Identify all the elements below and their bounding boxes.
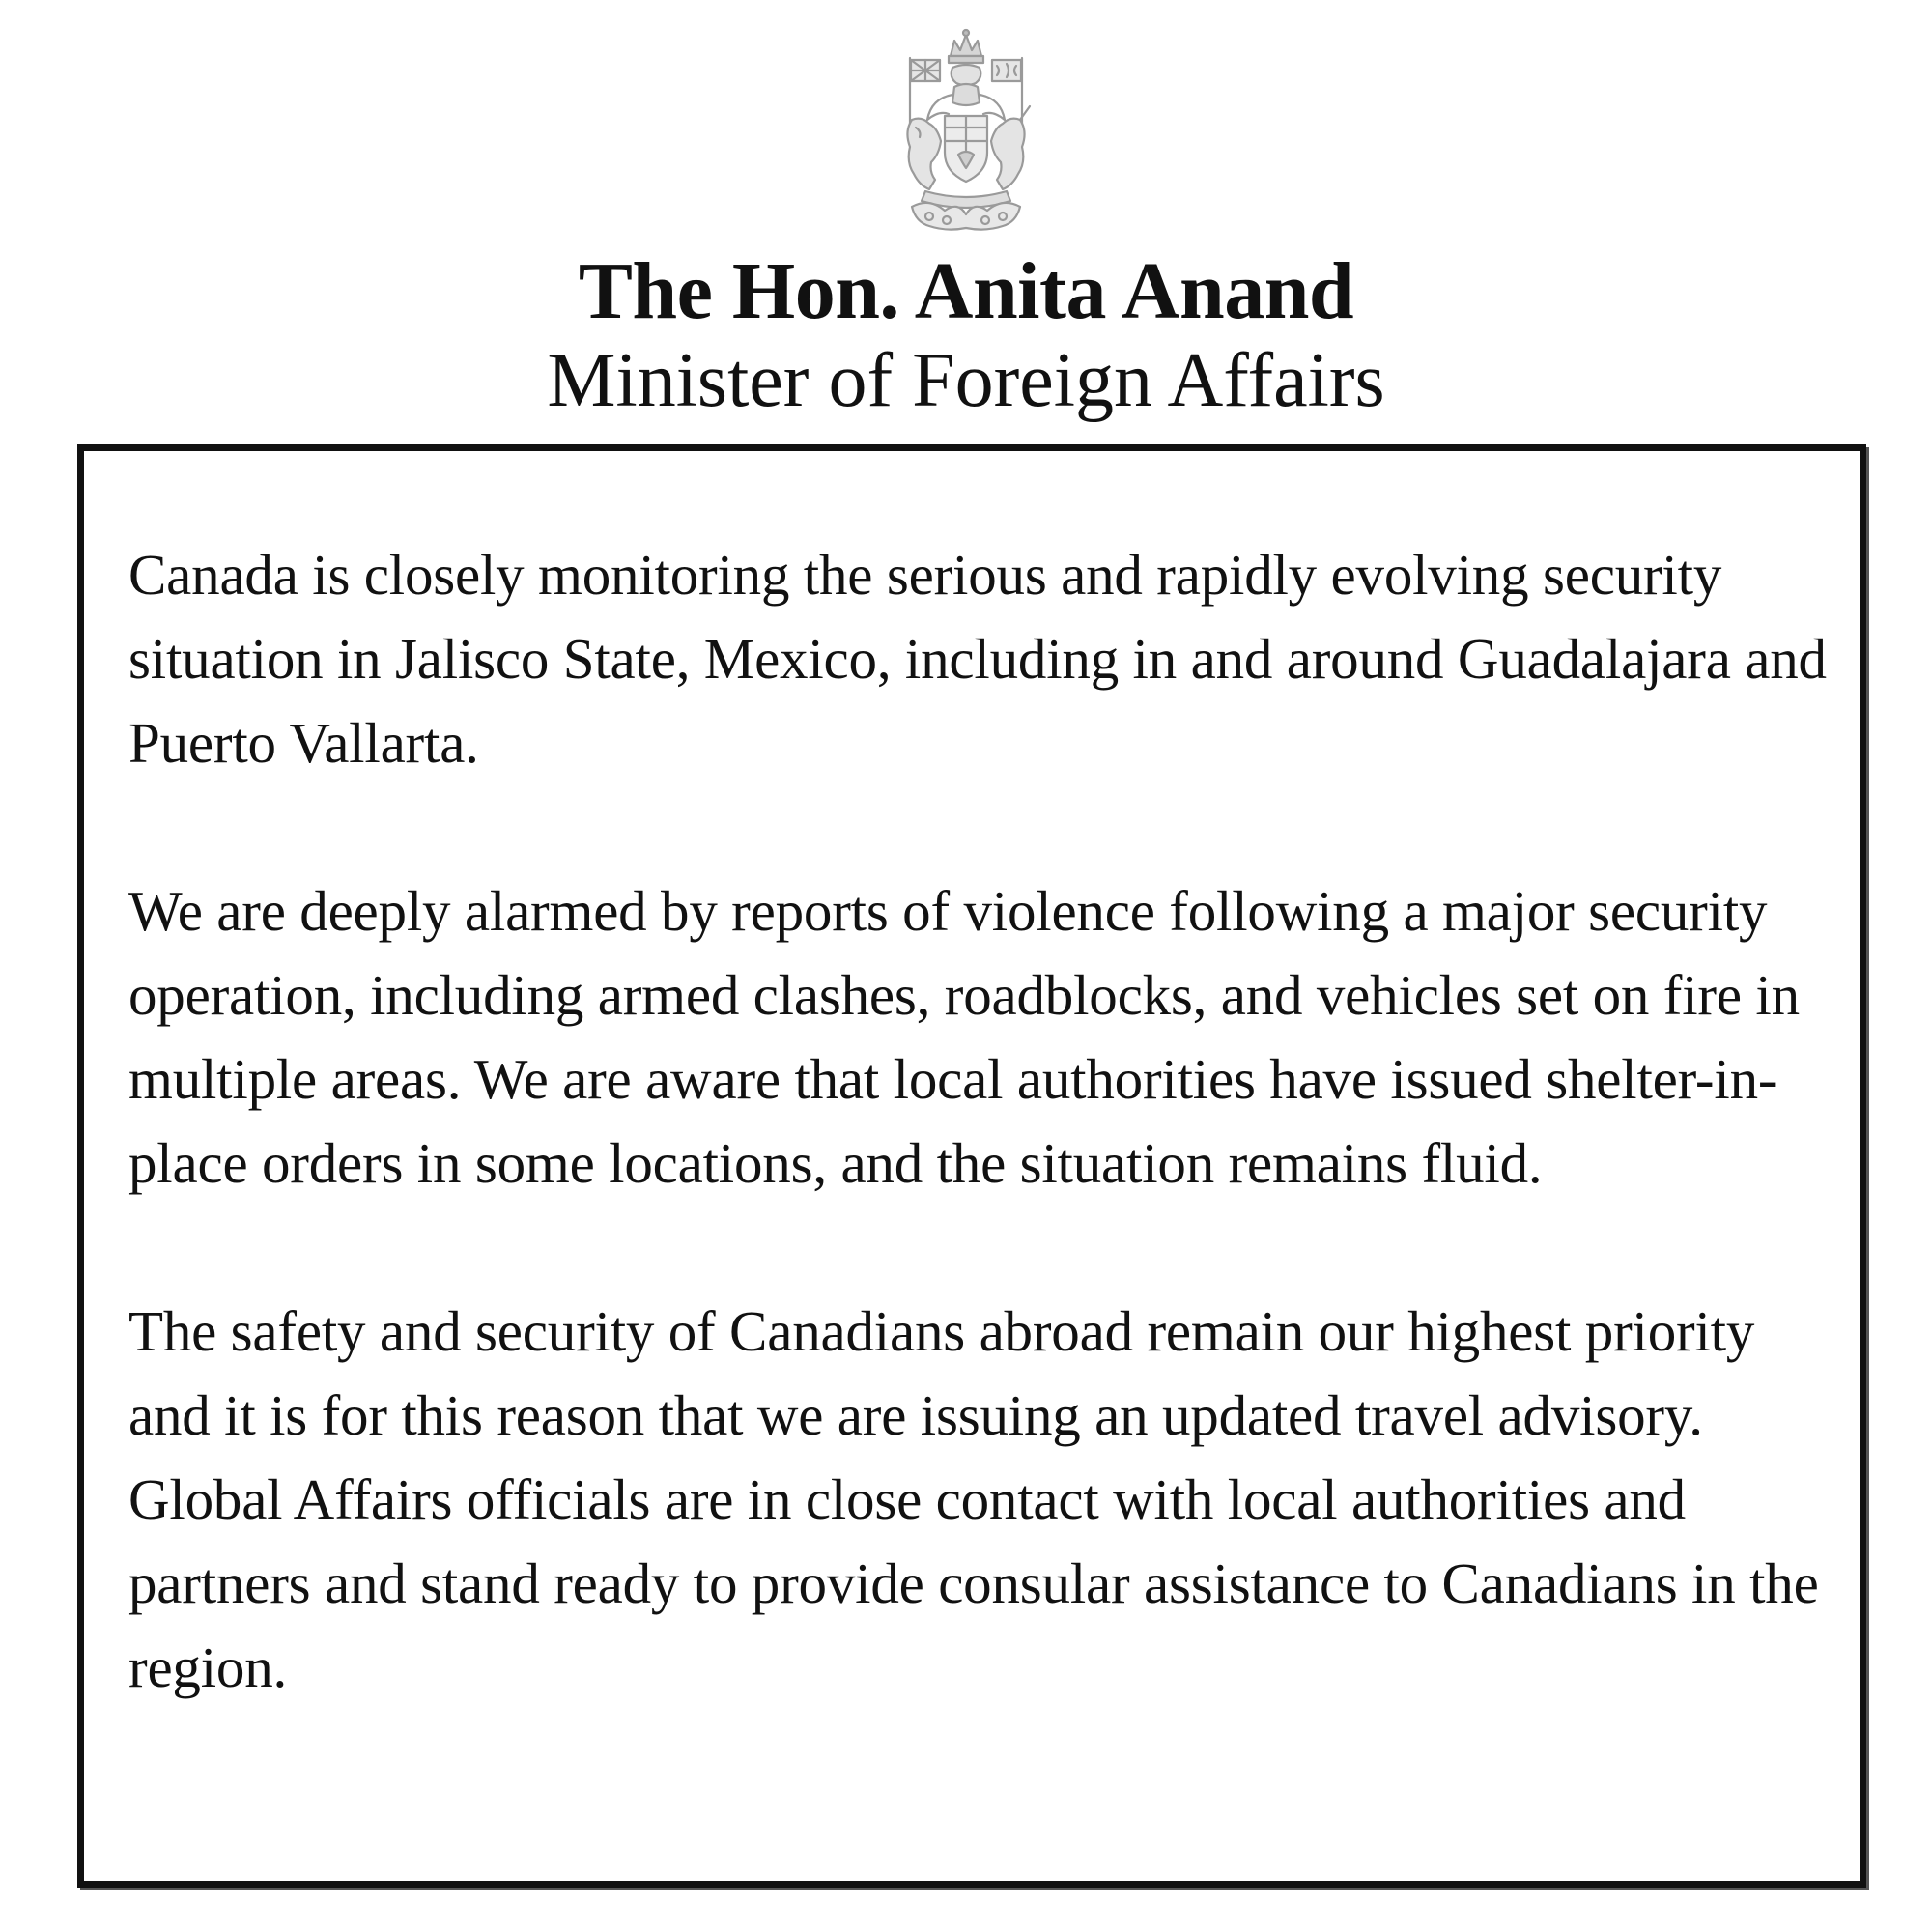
page-header [0, 246, 1932, 424]
coat-of-arms-icon [891, 27, 1041, 235]
statement-box [77, 444, 1866, 1888]
statement-paragraph-2: We are deeply alarmed by reports of violence following a major security operation, including armed clashes, roadblocks, and vehicles set on fire in multiple areas. We are aware that local authorities have issued shelter-in-place orders in some locations, and the situation remains fluid. [128, 879, 1800, 1195]
statement-paragraph-1: Canada is closely monitoring the serious and rapidly evolving security situation in Jalisco State, Mexico, including in and around Guadalajara and Puerto Vallarta. [128, 543, 1827, 775]
statement-body [128, 533, 1848, 1710]
statement-paragraph-3: The safety and security of Canadians abroad remain our highest priority and it is for this reason that we are issuing an updated travel advisory. Global Affairs officials are in close contact with local authorities and partners and stand ready to provide consular assistance to Canadians in the region. [128, 1299, 1819, 1699]
minister-title: Minister of Foreign Affairs [547, 338, 1385, 423]
minister-name: The Hon. Anita Anand [578, 246, 1354, 336]
